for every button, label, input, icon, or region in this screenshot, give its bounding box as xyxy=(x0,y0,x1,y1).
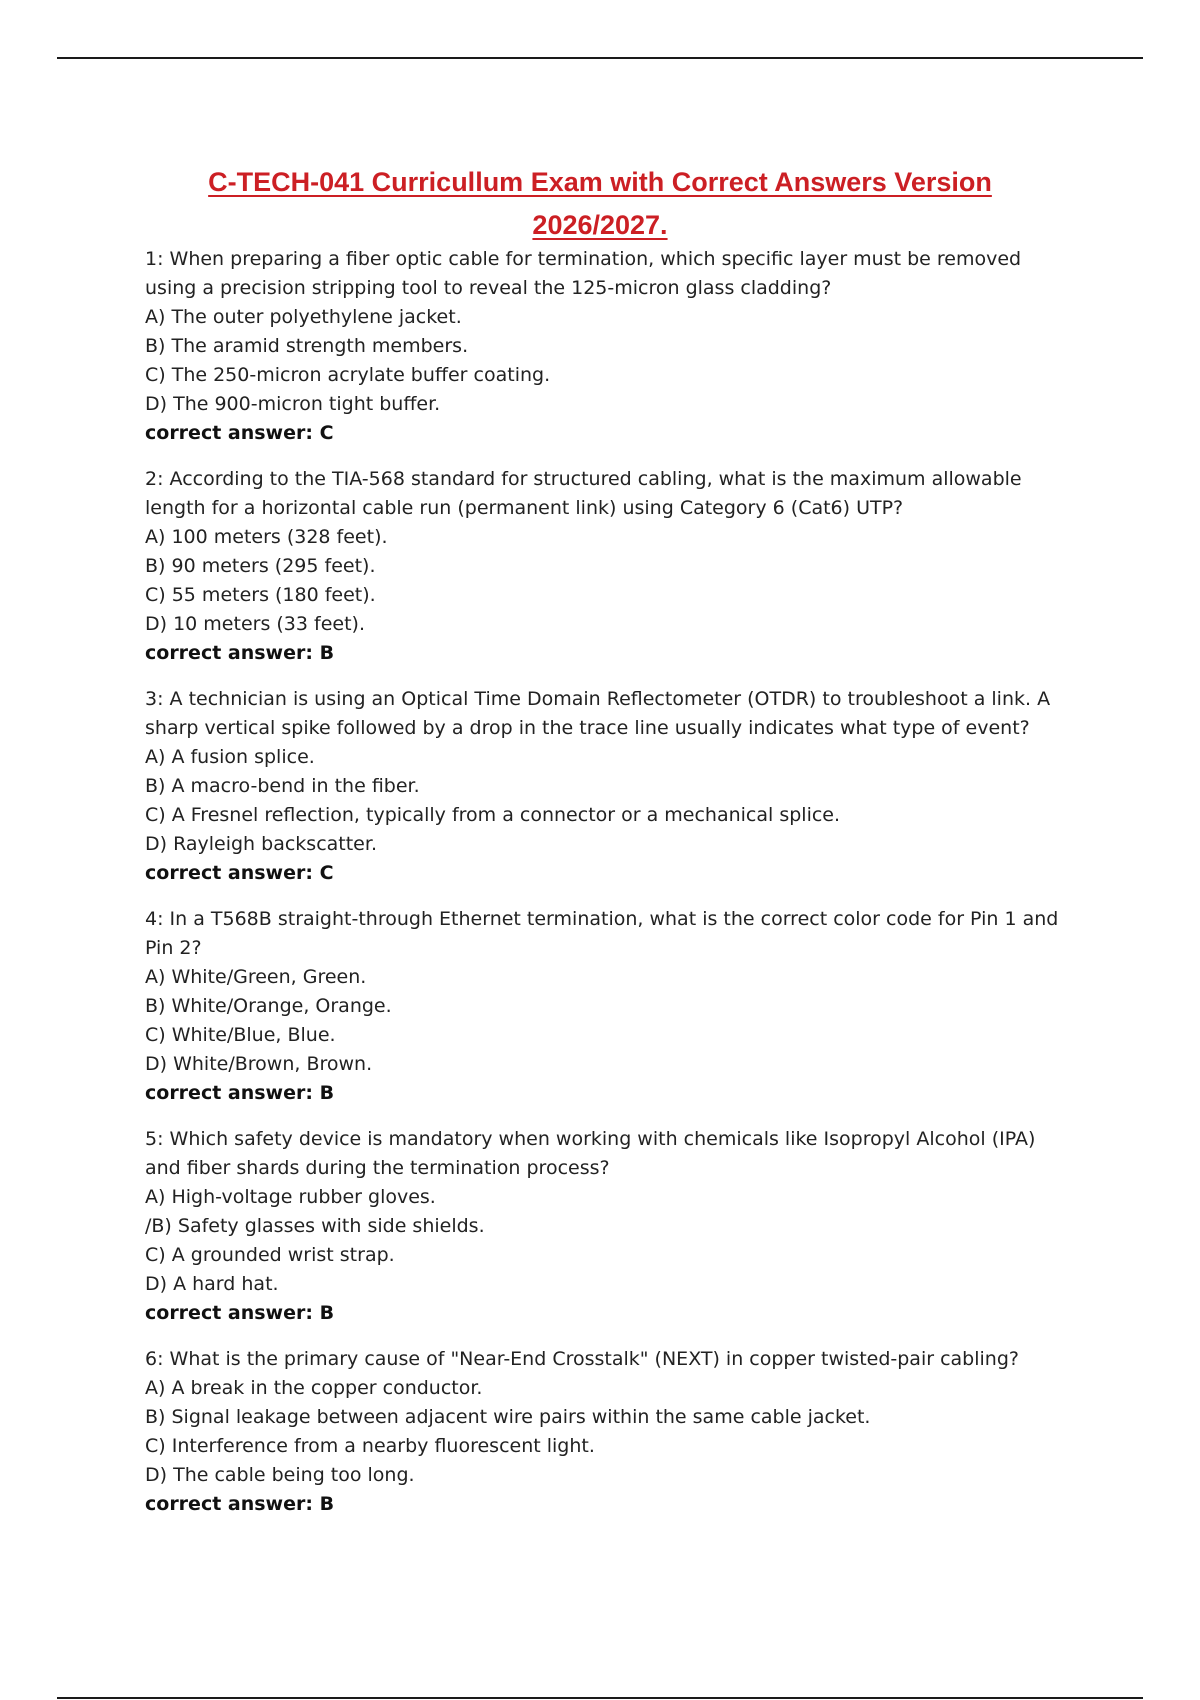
option-c: C) White/Blue, Blue. xyxy=(145,1024,336,1046)
option-b: /B) Safety glasses with side shields. xyxy=(145,1215,485,1237)
correct-answer: correct answer: C xyxy=(145,862,334,884)
option-d: D) A hard hat. xyxy=(145,1273,279,1295)
question-text: 3: A technician is using an Optical Time Domain Reflectometer (OTDR) to troubleshoot a link. A sharp vertical spike followed by a drop in the trace line usually indicates what type of event? xyxy=(145,688,1051,739)
document-title-line-2: 2026/2027. xyxy=(532,210,668,241)
option-d: D) 10 meters (33 feet). xyxy=(145,613,365,635)
option-c: C) The 250-micron acrylate buffer coating. xyxy=(145,364,551,386)
option-c: C) A grounded wrist strap. xyxy=(145,1244,395,1266)
correct-answer: correct answer: B xyxy=(145,642,335,664)
question-text: 4: In a T568B straight-through Ethernet termination, what is the correct color code for Pin 1 and Pin 2? xyxy=(145,908,1059,959)
question-text: 6: What is the primary cause of "Near-End Crosstalk" (NEXT) in copper twisted-pair cabling? xyxy=(145,1348,1019,1370)
header-rule xyxy=(57,57,1143,59)
option-d: D) The 900-micron tight buffer. xyxy=(145,393,441,415)
option-b: B) Signal leakage between adjacent wire pairs within the same cable jacket. xyxy=(145,1406,871,1428)
option-b: B) A macro-bend in the fiber. xyxy=(145,775,420,797)
question-1 xyxy=(145,245,1065,448)
question-text: 2: According to the TIA-568 standard for structured cabling, what is the maximum allowable length for a horizontal cable run (permanent link) using Category 6 (Cat6) UTP? xyxy=(145,468,1022,519)
question-text: 1: When preparing a fiber optic cable for termination, which specific layer must be removed using a precision stripping tool to reveal the 125-micron glass cladding? xyxy=(145,248,1022,299)
correct-answer: correct answer: B xyxy=(145,1082,335,1104)
correct-answer: correct answer: B xyxy=(145,1493,335,1515)
option-a: A) A break in the copper conductor. xyxy=(145,1377,483,1399)
question-5 xyxy=(145,1125,1065,1328)
correct-answer: correct answer: B xyxy=(145,1302,335,1324)
document-title xyxy=(120,161,1080,247)
question-2 xyxy=(145,465,1065,668)
option-a: A) 100 meters (328 feet). xyxy=(145,526,388,548)
option-c: C) Interference from a nearby fluorescent light. xyxy=(145,1435,595,1457)
option-c: C) A Fresnel reflection, typically from a connector or a mechanical splice. xyxy=(145,804,841,826)
option-a: A) The outer polyethylene jacket. xyxy=(145,306,462,328)
option-b: B) The aramid strength members. xyxy=(145,335,469,357)
option-b: B) 90 meters (295 feet). xyxy=(145,555,376,577)
option-d: D) Rayleigh backscatter. xyxy=(145,833,377,855)
option-a: A) White/Green, Green. xyxy=(145,966,367,988)
correct-answer: correct answer: C xyxy=(145,422,334,444)
option-d: D) The cable being too long. xyxy=(145,1464,415,1486)
option-d: D) White/Brown, Brown. xyxy=(145,1053,373,1075)
option-c: C) 55 meters (180 feet). xyxy=(145,584,376,606)
question-text: 5: Which safety device is mandatory when working with chemicals like Isopropyl Alcohol (IPA) and fiber shards during the termination process? xyxy=(145,1128,1036,1179)
option-a: A) A fusion splice. xyxy=(145,746,315,768)
question-6 xyxy=(145,1345,1065,1519)
option-b: B) White/Orange, Orange. xyxy=(145,995,392,1017)
footer-rule xyxy=(57,1697,1143,1699)
question-4 xyxy=(145,905,1065,1108)
document-title-line-1: C-TECH-041 Curricullum Exam with Correct Answers Version xyxy=(208,167,992,198)
option-a: A) High-voltage rubber gloves. xyxy=(145,1186,436,1208)
question-list xyxy=(145,245,1065,1536)
question-3 xyxy=(145,685,1065,888)
